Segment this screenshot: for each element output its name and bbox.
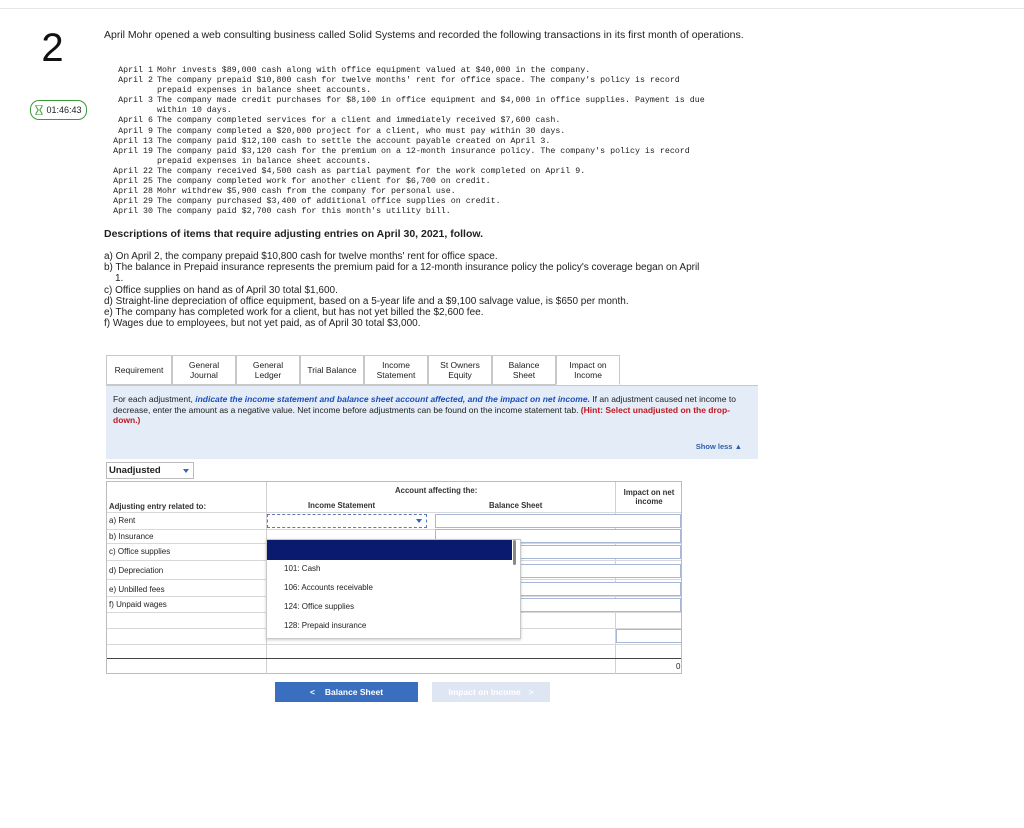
adjustment-item: d) Straight-line depreciation of office equipment, based on a 5-year life and a $9,100 salvage value, is $650 per month. [104, 295, 629, 307]
transaction-row [104, 96, 744, 116]
transaction-date: April 1 [118, 66, 153, 75]
instructions-text [113, 394, 753, 426]
account-dropdown-menu [266, 539, 521, 639]
adjustment-item: 1. [115, 273, 124, 285]
row-label-unbilled-fees: e) Unbilled fees [109, 585, 165, 594]
intro-text: April Mohr opened a web consulting business called Solid Systems and recorded the following transactions in its first month of operations. [104, 29, 744, 41]
transaction-row [104, 177, 744, 187]
transaction-row [104, 147, 744, 167]
row-divider [107, 512, 681, 513]
transaction-row [104, 66, 744, 76]
adjustments-heading: Descriptions of items that require adjusting entries on April 30, 2021, follow. [104, 228, 484, 240]
transaction-row [104, 207, 744, 217]
instructions-hint: (Hint: Select unadjusted on the drop-down.) [113, 404, 731, 425]
row-label-rent: a) Rent [109, 516, 136, 525]
dropdown-option-cash[interactable]: 101: Cash [284, 564, 321, 573]
tab-general-ledger[interactable]: General Ledger [236, 355, 300, 385]
header-entry: Adjusting entry related to: [109, 502, 207, 511]
instructions-part1: For each adjustment, [113, 394, 196, 404]
adjustment-item: c) Office supplies on hand as of April 30 total $1,600. [104, 284, 338, 296]
tab-impact-on-income[interactable]: Impact on Income [556, 355, 620, 385]
row-label-unpaid-wages: f) Unpaid wages [109, 600, 167, 609]
dropdown-option-office-supplies[interactable]: 124: Office supplies [284, 602, 355, 611]
chevron-right-icon: > [528, 687, 534, 697]
transaction-row [104, 167, 744, 177]
transaction-date: April 9 [118, 126, 153, 136]
transaction-date: April 29 [113, 197, 153, 207]
transaction-text: Mohr withdrew $5,900 cash from the company for personal use. [157, 187, 456, 197]
prev-button-label: Balance Sheet [324, 687, 384, 697]
transaction-row [104, 187, 744, 197]
question-number: 2 [41, 26, 64, 70]
transaction-date: April 19 [113, 146, 153, 156]
is-account-select-rent[interactable] [267, 514, 427, 528]
transaction-row [104, 127, 744, 137]
bs-account-select-rent[interactable] [435, 514, 681, 528]
net-income-total: 0 [676, 662, 681, 671]
transaction-date: April 13 [113, 136, 153, 146]
chevron-down-icon [183, 469, 189, 473]
transaction-text: The company completed a $20,000 project for a client, who must pay within 30 days. [157, 126, 566, 136]
header-impact: Impact on net income [623, 488, 675, 506]
show-less-link[interactable] [696, 442, 742, 451]
tab-balance-sheet[interactable]: Balance Sheet [492, 355, 556, 385]
next-button[interactable] [432, 682, 550, 702]
transaction-text: The company completed services for a client and immediately received $7,600 cash. [157, 116, 561, 126]
transaction-date: April 22 [113, 166, 153, 176]
dropdown-option-blank[interactable] [267, 540, 512, 560]
transaction-row [104, 76, 744, 96]
dropdown-option-accounts-receivable[interactable]: 106: Accounts receivable [284, 583, 373, 592]
row-label-insurance: b) Insurance [109, 532, 154, 541]
adjustment-status-select[interactable] [106, 462, 194, 479]
timer-text: 01:46:43 [46, 105, 82, 115]
total-divider [107, 658, 681, 659]
transaction-text: The company received $4,500 cash as partial payment for the work completed on April 9. [157, 166, 586, 176]
adjustments-list [104, 251, 744, 329]
hourglass-icon [35, 105, 43, 115]
transaction-text: The company completed work for another client for $6,700 on credit. [157, 177, 491, 187]
transaction-text: The company purchased $3,400 of additional office supplies on credit. [157, 197, 501, 207]
adjustment-item: a) On April 2, the company prepaid $10,800 cash for twelve months' rent for office space. [104, 251, 498, 262]
transaction-text: The company paid $12,100 cash to settle the account payable created on April 3. [157, 136, 551, 146]
header-balance-sheet: Balance Sheet [489, 501, 543, 510]
timer [30, 100, 87, 120]
instructions-emphasis: indicate the income statement and balance sheet account affected, and the impact on net income. [195, 394, 590, 404]
adjustment-item: e) The company has completed work for a client, but has not yet billed the $2,600 fee. [104, 307, 484, 319]
dropdown-option-prepaid-insurance[interactable]: 128: Prepaid insurance [284, 621, 367, 630]
tab-requirement[interactable]: Requirement [106, 355, 172, 385]
transaction-date: April 30 [113, 207, 153, 217]
transaction-date: April 28 [113, 187, 153, 197]
adjustment-item: f) Wages due to employees, but not yet paid, as of April 30 total $3,000. [104, 318, 421, 330]
dropdown-scrollbar[interactable] [513, 540, 516, 565]
header-income-statement: Income Statement [308, 501, 376, 510]
row-label-office-supplies: c) Office supplies [109, 547, 171, 556]
transaction-date: April 3 [118, 96, 153, 106]
col-divider [615, 482, 616, 674]
header-account-affecting: Account affecting the: [395, 486, 478, 495]
top-divider [0, 8, 1024, 9]
transaction-row [104, 137, 744, 147]
transaction-row [104, 197, 744, 207]
instructions-part2: If an adjustment caused net income to decrease, enter the amount as a negative value. Net income before adjustments can be found on the income statement tab. [113, 394, 736, 415]
transaction-text: Mohr invests $89,000 cash along with office equipment valued at $40,000 in the company. [157, 66, 591, 75]
transaction-text: The company paid $2,700 cash for this month's utility bill. [157, 207, 451, 217]
transaction-row [104, 116, 744, 126]
instructions-box [106, 385, 758, 459]
row-divider [107, 644, 681, 645]
select-value: Unadjusted [109, 465, 161, 476]
transaction-date: April 6 [118, 116, 153, 126]
transactions-list [104, 66, 744, 217]
tab-bar [106, 355, 620, 385]
impact-input-extra[interactable] [616, 629, 682, 643]
transaction-text: The company made credit purchases for $8,100 in office equipment and $4,000 in office supplies. Payment is due within 10 days. [157, 96, 705, 116]
tab-income-statement[interactable]: Income Statement [364, 355, 428, 385]
transaction-text: The company paid $3,120 cash for the premium on a 12-month insurance policy. The company's policy is record prepaid expenses in balance sheet accounts. [157, 146, 690, 166]
row-label-depreciation: d) Depreciation [109, 566, 164, 575]
show-less-label: Show less [695, 442, 733, 451]
tab-owners-equity[interactable]: St Owners Equity [428, 355, 492, 385]
tab-general-journal[interactable]: General Journal [172, 355, 236, 385]
chevron-down-icon [416, 519, 422, 523]
transaction-date: April 25 [113, 177, 153, 187]
tab-trial-balance[interactable]: Trial Balance [300, 355, 364, 385]
chevron-left-icon: < [309, 687, 315, 697]
transaction-date: April 2 [118, 76, 153, 86]
prev-button[interactable] [275, 682, 418, 702]
next-button-label: Impact on Income [448, 687, 521, 697]
adjustment-item: b) The balance in Prepaid insurance represents the premium paid for a 12-month insurance policy the policy's coverage began on April [104, 262, 700, 274]
caret-up-icon: ▲ [734, 442, 742, 451]
transaction-text: The company prepaid $10,800 cash for twelve months' rent for office space. The company's policy is record prepaid expenses in balance sheet accounts. [157, 76, 680, 96]
